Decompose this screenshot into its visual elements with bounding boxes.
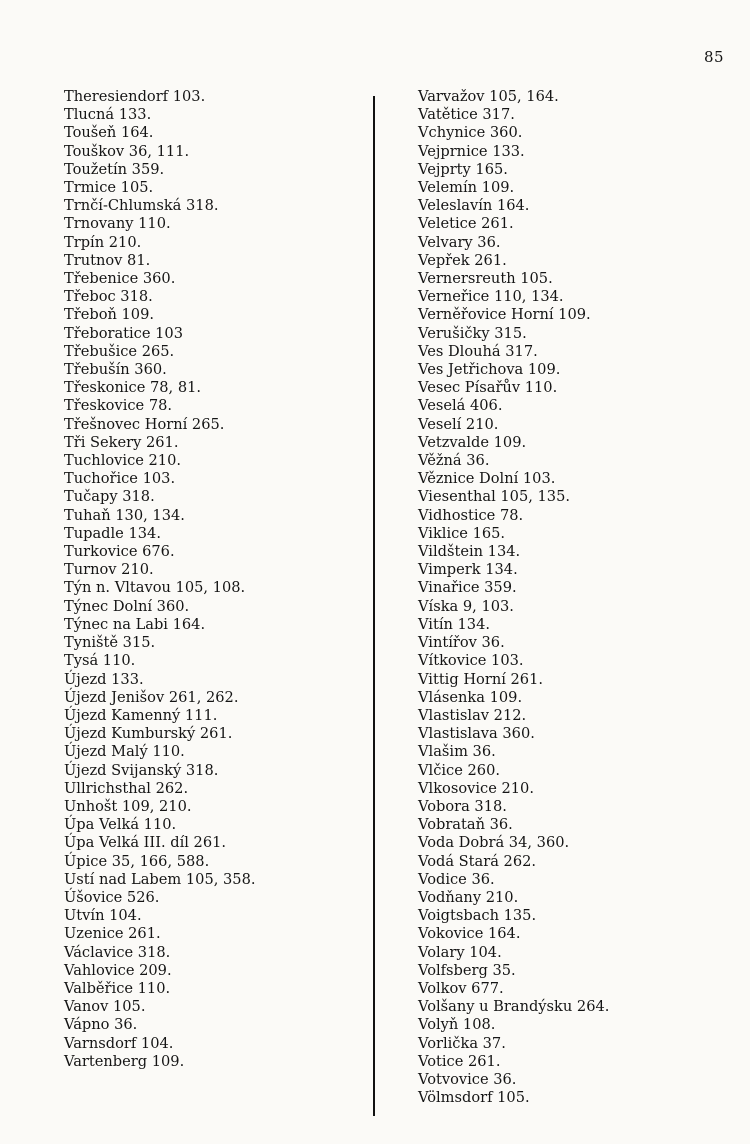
index-entry: Třeboc 318. — [64, 288, 153, 306]
index-entry: Vodňany 210. — [418, 888, 519, 906]
index-entry: Trutnov 81. — [64, 251, 151, 269]
index-entry: Úpa Velká 110. — [64, 816, 177, 834]
index-entry: Újezd Malý 110. — [64, 743, 185, 761]
index-entry: Vahlovice 209. — [64, 961, 172, 979]
index-entry: Toužetín 359. — [64, 160, 165, 178]
index-entry: Tuchlovice 210. — [64, 452, 182, 470]
index-entry: Vchynice 360. — [418, 124, 523, 142]
index-entry: Vinařice 359. — [418, 579, 517, 597]
index-entry: Vodice 36. — [418, 870, 495, 888]
index-entry: Uzenice 261. — [64, 925, 161, 943]
index-entry: Třeboratice 103 — [64, 324, 183, 342]
index-entry: Varvažov 105, 164. — [418, 88, 559, 105]
index-entry: Viesenthal 105, 135. — [418, 488, 571, 506]
index-entry: Tučapy 318. — [64, 488, 155, 506]
index-entry: Vitín 134. — [418, 615, 491, 633]
index-entry: Vlastislava 360. — [418, 725, 535, 743]
index-entry: Valběřice 110. — [64, 979, 171, 997]
index-entry: Vernersreuth 105. — [418, 270, 553, 288]
index-entry: Volary 104. — [418, 943, 502, 961]
index-entry: Utvín 104. — [64, 907, 142, 925]
index-entry: Vobrataň 36. — [418, 816, 513, 834]
index-entry: Toušeň 164. — [64, 124, 154, 142]
index-entry: Úpa Velká III. díl 261. — [64, 834, 227, 852]
index-entry: Vejprnice 133. — [418, 142, 525, 160]
index-entry: Újezd Kamenný 111. — [64, 706, 218, 724]
index-entry: Vlastislav 212. — [418, 706, 527, 724]
index-entry: Týnec na Labi 164. — [64, 615, 206, 633]
index-entry: Theresiendorf 103. — [64, 88, 206, 105]
index-entry: Václavice 318. — [64, 943, 171, 961]
index-entry: Ves Dlouhá 317. — [418, 342, 538, 360]
index-entry: Víska 9, 103. — [418, 597, 514, 615]
page-number: 85 — [704, 48, 725, 66]
index-entry: Votvovice 36. — [418, 1070, 517, 1088]
index-entry: Volšany u Brandýsku 264. — [418, 998, 610, 1016]
index-entry: Vápno 36. — [64, 1016, 138, 1034]
index-entry: Touškov 36, 111. — [64, 142, 190, 160]
index-entry: Vittig Horní 261. — [418, 670, 544, 688]
index-entry: Vorlička 37. — [418, 1034, 506, 1052]
index-entry: Tupadle 134. — [64, 524, 161, 542]
index-entry: Újezd Svijanský 318. — [64, 761, 219, 779]
index-entry: Velemín 109. — [418, 179, 515, 197]
index-entry: Věznice Dolní 103. — [418, 470, 556, 488]
index-entry: Tyniště 315. — [64, 634, 156, 652]
index-entry: Veletice 261. — [418, 215, 514, 233]
index-entry: Unhošt 109, 210. — [64, 797, 192, 815]
index-entry: Volyň 108. — [418, 1016, 496, 1034]
index-entry: Vlašim 36. — [418, 743, 496, 761]
column-divider — [373, 96, 375, 1116]
index-column-right — [418, 88, 609, 1107]
index-entry: Verněřovice Horní 109. — [418, 306, 591, 324]
index-entry: Voda Dobrá 34, 360. — [418, 834, 570, 852]
index-entry: Tuhaň 130, 134. — [64, 506, 185, 524]
index-entry: Vokovice 164. — [418, 925, 521, 943]
index-entry: Vlčice 260. — [418, 761, 500, 779]
index-entry: Trmice 105. — [64, 179, 154, 197]
index-entry: Varnsdorf 104. — [64, 1034, 174, 1052]
index-entry: Věžná 36. — [418, 452, 490, 470]
index-entry: Tysá 110. — [64, 652, 136, 670]
index-entry: Vodá Stará 262. — [418, 852, 537, 870]
index-entry: Volfsberg 35. — [418, 961, 516, 979]
index-entry: Újezd 133. — [64, 670, 144, 688]
index-entry: Třeskonice 78, 81. — [64, 379, 202, 397]
index-entry: Vlkosovice 210. — [418, 779, 534, 797]
index-entry: Voigtsbach 135. — [418, 907, 537, 925]
index-entry: Třebušín 360. — [64, 361, 167, 379]
index-entry: Vartenberg 109. — [64, 1052, 185, 1070]
index-entry: Verušičky 315. — [418, 324, 527, 342]
index-entry: Újezd Jenišov 261, 262. — [64, 688, 239, 706]
index-entry: Votice 261. — [418, 1052, 501, 1070]
index-entry: Vepřek 261. — [418, 251, 507, 269]
index-entry: Trnovany 110. — [64, 215, 171, 233]
index-entry: Vítkovice 103. — [418, 652, 524, 670]
index-entry: Vimperk 134. — [418, 561, 518, 579]
index-entry: Trpín 210. — [64, 233, 142, 251]
index-entry: Vatětice 317. — [418, 106, 515, 124]
index-entry: Trnčí-Chlumská 318. — [64, 197, 219, 215]
index-entry: Tlucná 133. — [64, 106, 152, 124]
index-entry: Třeboň 109. — [64, 306, 155, 324]
index-entry: Viklice 165. — [418, 524, 506, 542]
index-entry: Ullrichsthal 262. — [64, 779, 189, 797]
index-entry: Vintířov 36. — [418, 634, 505, 652]
index-entry: Úpice 35, 166, 588. — [64, 852, 210, 870]
index-entry: Vobora 318. — [418, 797, 507, 815]
index-entry: Vejprty 165. — [418, 160, 508, 178]
index-entry: Vesec Písařův 110. — [418, 379, 558, 397]
index-entry: Týn n. Vltavou 105, 108. — [64, 579, 246, 597]
index-entry: Turkovice 676. — [64, 543, 175, 561]
index-entry: Ves Jetřichova 109. — [418, 361, 561, 379]
index-entry: Vidhostice 78. — [418, 506, 524, 524]
index-entry: Verneřice 110, 134. — [418, 288, 564, 306]
index-entry: Volkov 677. — [418, 979, 504, 997]
index-entry: Třebenice 360. — [64, 270, 176, 288]
index-entry: Třešnovec Horní 265. — [64, 415, 225, 433]
index-entry: Turnov 210. — [64, 561, 154, 579]
index-entry: Újezd Kumburský 261. — [64, 725, 233, 743]
index-entry: Ustí nad Labem 105, 358. — [64, 870, 256, 888]
index-entry: Veleslavín 164. — [418, 197, 530, 215]
index-entry: Týnec Dolní 360. — [64, 597, 190, 615]
index-entry: Úšovice 526. — [64, 888, 160, 906]
index-entry: Velvary 36. — [418, 233, 501, 251]
index-entry: Völmsdorf 105. — [418, 1089, 530, 1107]
index-entry: Veselá 406. — [418, 397, 503, 415]
index-entry: Veselí 210. — [418, 415, 499, 433]
index-entry: Vetzvalde 109. — [418, 433, 527, 451]
index-entry: Vlásenka 109. — [418, 688, 523, 706]
index-column-left — [64, 88, 256, 1071]
index-entry: Tři Sekery 261. — [64, 433, 179, 451]
index-entry: Třeskovice 78. — [64, 397, 173, 415]
index-entry: Vildštein 134. — [418, 543, 521, 561]
index-entry: Třebušice 265. — [64, 342, 175, 360]
index-entry: Tuchořice 103. — [64, 470, 176, 488]
index-entry: Vanov 105. — [64, 998, 146, 1016]
